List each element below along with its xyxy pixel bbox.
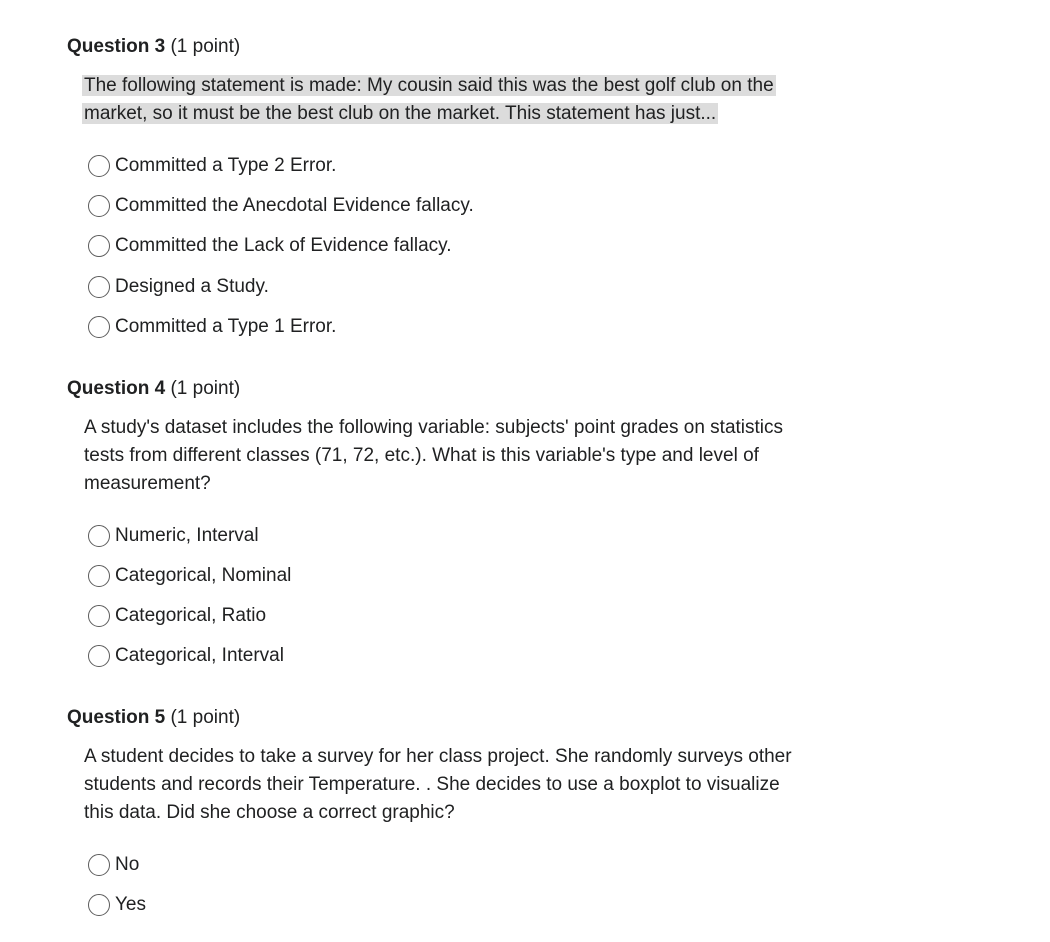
option-label: Committed a Type 2 Error. <box>115 155 337 176</box>
question-3-number: Question 3 <box>67 36 166 57</box>
radio-button[interactable] <box>88 235 110 257</box>
option-label: Committed the Anecdotal Evidence fallacy. <box>115 195 474 216</box>
radio-button[interactable] <box>88 195 110 217</box>
radio-button[interactable] <box>88 155 110 177</box>
option-label: Designed a Study. <box>115 276 269 297</box>
option-label: Categorical, Interval <box>115 645 284 666</box>
question-3-heading <box>67 35 827 59</box>
option-label: Committed the Lack of Evidence fallacy. <box>115 235 452 256</box>
option-label: Committed a Type 1 Error. <box>115 316 337 337</box>
question-4-option-4[interactable] <box>88 642 284 670</box>
question-4-heading <box>67 377 827 401</box>
radio-button[interactable] <box>88 854 110 876</box>
option-label: Categorical, Nominal <box>115 565 292 586</box>
question-5-option-1[interactable] <box>88 851 139 879</box>
question-3-text-highlighted: The following statement is made: My cousin said this was the best golf club on the market, so it must be the best club on the market. This statement has just... <box>84 75 774 124</box>
question-5-heading <box>67 706 827 730</box>
question-3-option-1[interactable] <box>88 152 336 180</box>
question-3-option-5[interactable] <box>88 313 336 341</box>
radio-button[interactable] <box>88 525 110 547</box>
question-4-points: (1 point) <box>170 378 241 399</box>
question-5-option-2[interactable] <box>88 891 146 919</box>
option-label: Categorical, Ratio <box>115 605 267 626</box>
question-4-number: Question 4 <box>67 378 166 399</box>
option-label: Numeric, Interval <box>115 525 259 546</box>
question-3-option-3[interactable] <box>88 232 452 260</box>
question-3-text <box>84 72 814 128</box>
radio-button[interactable] <box>88 276 110 298</box>
radio-button[interactable] <box>88 316 110 338</box>
radio-button[interactable] <box>88 565 110 587</box>
question-4-option-3[interactable] <box>88 602 266 630</box>
radio-button[interactable] <box>88 894 110 916</box>
question-5-text: A student decides to take a survey for her class project. She randomly surveys other students and records their Temperature. . She decides to use a boxplot to visualize this data. Did she choose a correct graphic? <box>84 746 792 823</box>
question-3-points: (1 point) <box>170 36 241 57</box>
question-4-text: A study's dataset includes the following variable: subjects' point grades on statistics tests from different classes (71, 72, etc.). What is this variable's type and level of measurement? <box>84 417 784 494</box>
question-4 <box>67 377 827 498</box>
option-label: No <box>115 854 140 875</box>
question-4-option-1[interactable] <box>88 522 259 550</box>
question-5 <box>67 706 827 827</box>
question-3-option-4[interactable] <box>88 273 269 301</box>
question-4-option-2[interactable] <box>88 562 291 590</box>
question-3 <box>67 35 827 128</box>
radio-button[interactable] <box>88 645 110 667</box>
question-3-option-2[interactable] <box>88 192 474 220</box>
option-label: Yes <box>115 894 146 915</box>
question-5-points: (1 point) <box>170 707 241 728</box>
question-5-number: Question 5 <box>67 707 166 728</box>
radio-button[interactable] <box>88 605 110 627</box>
